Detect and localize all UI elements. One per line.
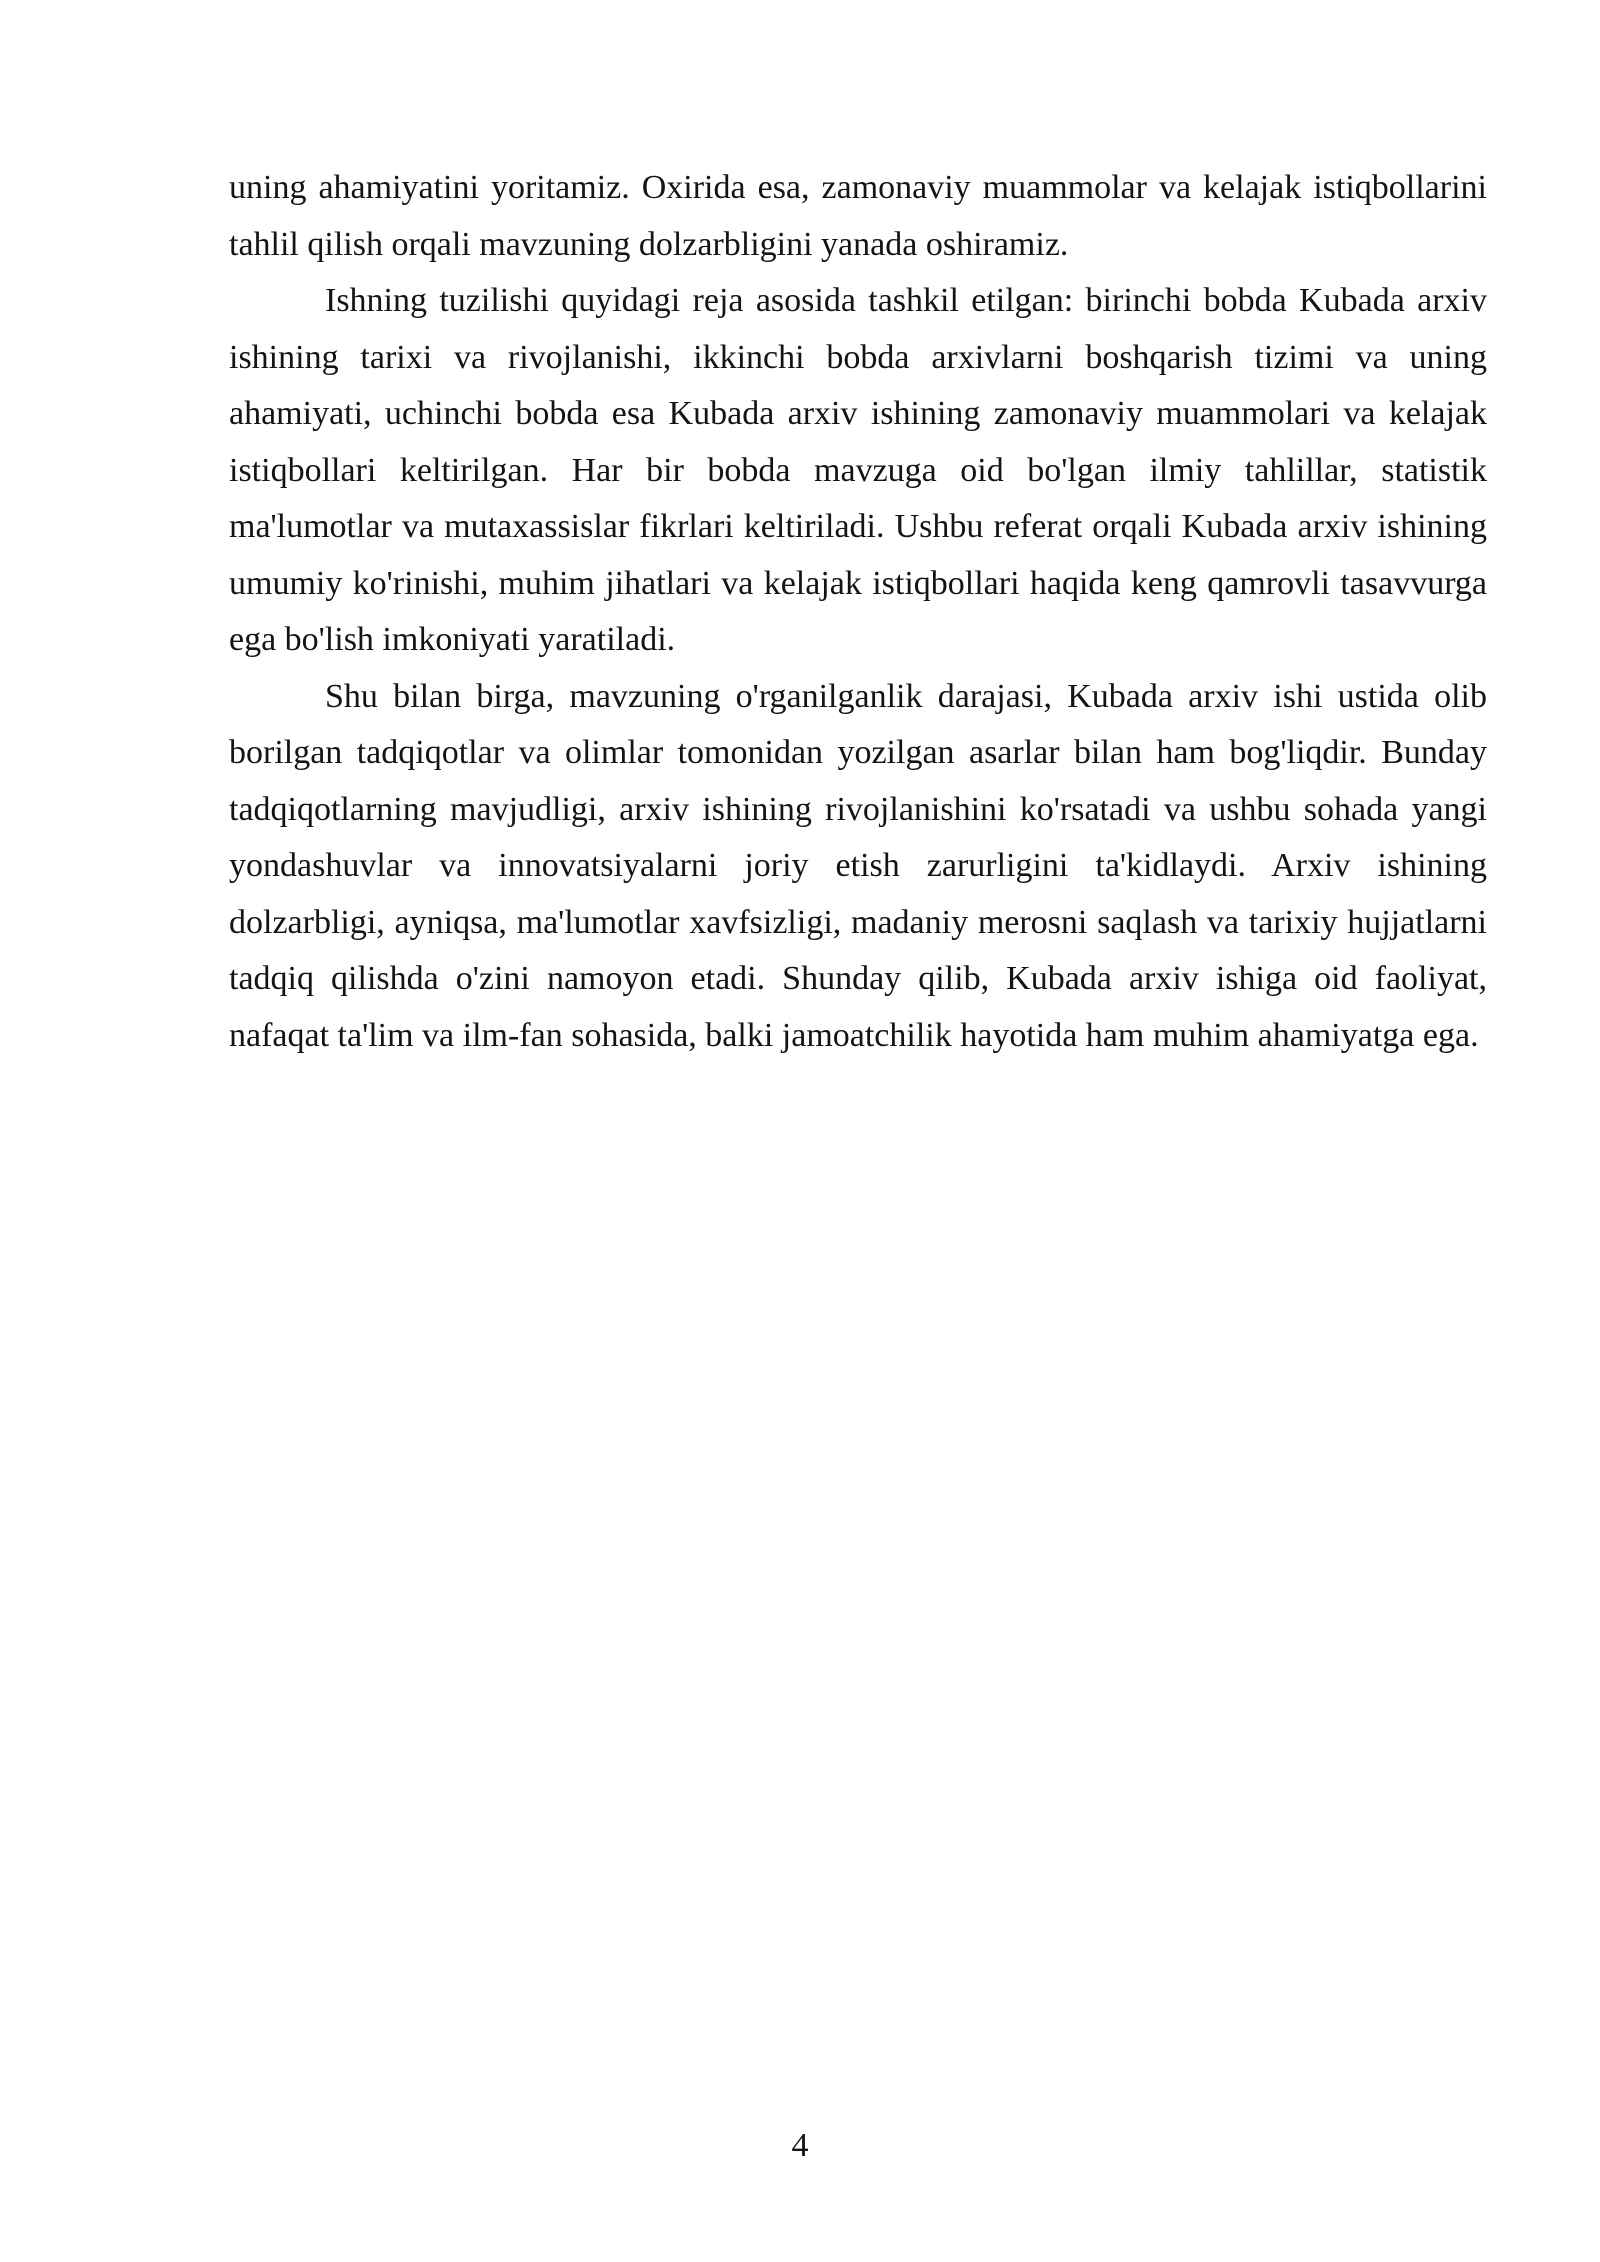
page-number: 4 xyxy=(791,2127,809,2164)
paragraph-study-level: Shu bilan birga, mavzuning o'rganilganlik darajasi, Kubada arxiv ishi ustida olib borilgan tadqiqotlar va olimlar tomonidan yozilgan asarlar bilan ham bog'liqdir. Bunday tadqiqotlarning mavjudligi, arxiv ishining rivojlanishini ko'rsatadi va ushbu sohada yangi yondashuvlar va innovatsiyalarni joriy etish zarurligini ta'kidlaydi. Arxiv ishining dolzarbligi, ayniqsa, ma'lumotlar xavfsizligi, madaniy merosni saqlash va tarixiy hujjatlarni tadqiq qilishda o'zini namoyon etadi. Shunday qilib, Kubada arxiv ishiga oid faoliyat, nafaqat ta'lim va ilm-fan sohasida, balki jamoatchilik hayotida ham muhim ahamiyatga ega. xyxy=(229,677,1487,1054)
paragraph-structure: Ishning tuzilishi quyidagi reja asosida tashkil etilgan: birinchi bobda Kubada arxiv ishining tarixi va rivojlanishi, ikkinchi bobda arxivlarni boshqarish tizimi va uning ahamiyati, uchinchi bobda esa Kubada arxiv ishining zamonaviy muammolari va kelajak istiqbollari keltirilgan. Har bir bobda mavzuga oid bo'lgan ilmiy tahlillar, statistik ma'lumotlar va mutaxassislar fikrlari keltiriladi. Ushbu referat orqali Kubada arxiv ishining umumiy ko'rinishi, muhim jihatlari va kelajak istiqbollari haqida keng qamrovli tasavvurga ega bo'lish imkoniyati yaratiladi. xyxy=(229,282,1487,658)
body-text xyxy=(229,160,1487,1064)
paragraph-continuation: uning ahamiyatini yoritamiz. Oxirida esa, zamonaviy muammolar va kelajak istiqbollarini tahlil qilish orqali mavzuning dolzarbligini yanada oshiramiz. xyxy=(229,169,1487,263)
